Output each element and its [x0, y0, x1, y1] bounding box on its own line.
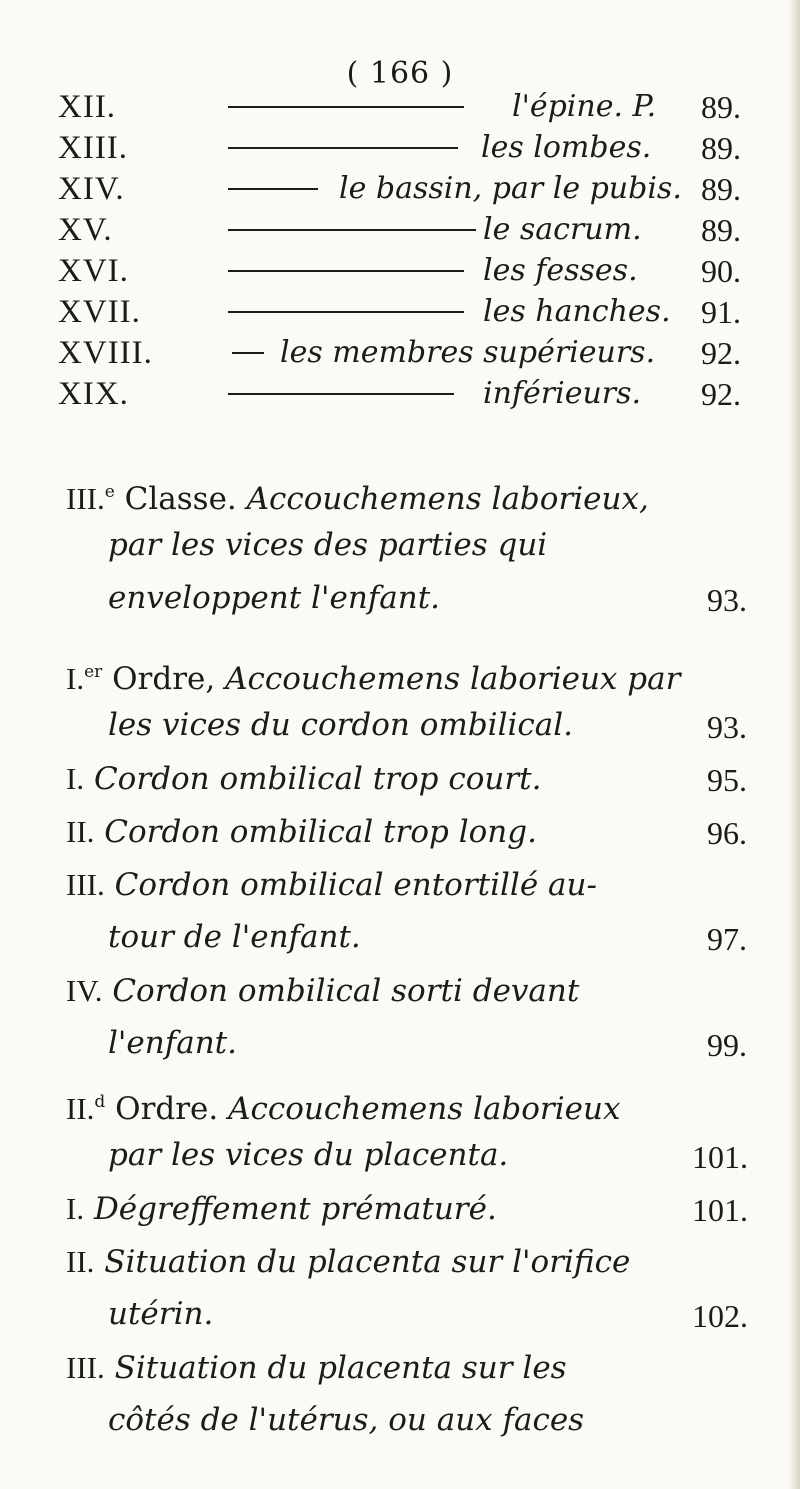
item-number: II.	[66, 1244, 95, 1279]
leader-dash	[228, 229, 476, 231]
item-text: Dégreffement prématuré.	[93, 1191, 497, 1227]
leader-dash	[228, 270, 464, 272]
item-text: Cordon ombilical trop long.	[104, 814, 537, 850]
classe-title-line1: Accouchemens laborieux,	[246, 481, 649, 517]
leader-dash	[228, 393, 454, 395]
page-ref: 97.	[707, 921, 747, 957]
leader-dash	[232, 352, 264, 354]
page-ref: 93.	[707, 582, 747, 618]
page-ref: 89.	[701, 212, 741, 248]
page-ref: 89.	[701, 89, 741, 125]
ordre-word: Ordre.	[115, 1091, 219, 1127]
ordre-number: I.	[66, 661, 85, 696]
row-number: XIX.	[58, 376, 129, 412]
page-ref: 101.	[692, 1192, 748, 1228]
toc-row	[0, 84, 800, 130]
list-item	[66, 1182, 497, 1236]
item-number: III.	[66, 867, 105, 902]
list-item	[66, 858, 597, 912]
page-ref: 89.	[701, 171, 741, 207]
item-text-continued: côtés de l'utérus, ou aux faces	[108, 1402, 585, 1438]
row-label: le sacrum.	[483, 212, 642, 247]
list-item	[66, 805, 537, 859]
list-item	[66, 752, 542, 806]
page-ref: 92.	[701, 376, 741, 412]
row-number: XIV.	[58, 171, 125, 207]
page-ref: 91.	[701, 294, 741, 330]
item-number: II.	[66, 814, 95, 849]
classe-title-line3: enveloppent l'enfant.	[108, 580, 441, 616]
toc-row	[0, 207, 800, 253]
item-text-continued: l'enfant.	[108, 1025, 237, 1061]
item-text: Situation du placenta sur l'orifice	[104, 1244, 631, 1280]
item-text: Situation du placenta sur les	[114, 1350, 567, 1386]
leader-dash	[228, 311, 464, 313]
page-ref: 95.	[707, 762, 747, 798]
list-item	[66, 964, 579, 1018]
classe-title-line2: par les vices des parties qui	[108, 527, 548, 563]
ordre2-heading	[66, 1076, 620, 1136]
ordre-sup: d	[94, 1092, 106, 1112]
item-number: IV.	[66, 973, 103, 1008]
classe-word: Classe.	[124, 481, 237, 517]
ordre-word: Ordre,	[112, 661, 216, 697]
item-text-continued: tour de l'enfant.	[108, 919, 361, 955]
ordre-number: II.	[66, 1091, 95, 1126]
row-label: inférieurs.	[483, 376, 642, 411]
item-text-continued: utérin.	[108, 1296, 214, 1332]
page-ref: 92.	[701, 335, 741, 371]
list-item	[66, 1235, 630, 1289]
classe-heading	[66, 466, 649, 526]
toc-row	[0, 125, 800, 171]
page-ref: 96.	[707, 815, 747, 851]
page-ref: 99.	[707, 1027, 747, 1063]
row-number: XIII.	[58, 130, 129, 166]
toc-row	[0, 289, 800, 335]
leader-dash	[228, 106, 464, 108]
row-number: XV.	[58, 212, 113, 248]
row-number: XII.	[58, 89, 117, 125]
ordre2-title-line2: par les vices du placenta.	[108, 1137, 509, 1173]
list-item	[66, 1341, 567, 1395]
classe-sup: e	[104, 482, 115, 502]
item-number: I.	[66, 1191, 85, 1226]
row-label: les membres supérieurs.	[280, 335, 656, 370]
page-ref: 90.	[701, 253, 741, 289]
row-number: XVIII.	[58, 335, 153, 371]
page-ref: 102.	[692, 1298, 748, 1334]
classe-number: III.	[66, 481, 105, 516]
leader-dash	[228, 188, 318, 190]
item-number: I.	[66, 761, 85, 796]
page-ref: 89.	[701, 130, 741, 166]
ordre1-heading	[66, 646, 680, 706]
item-text: Cordon ombilical trop court.	[93, 761, 542, 797]
toc-row	[0, 166, 800, 212]
ordre-sup: er	[84, 662, 103, 682]
page-ref: 101.	[692, 1139, 748, 1175]
toc-row	[0, 248, 800, 294]
ordre1-title-line2: les vices du cordon ombilical.	[108, 707, 574, 743]
item-number: III.	[66, 1350, 105, 1385]
page-number-header: ( 166 )	[346, 56, 454, 91]
ordre-title-line1: Accouchemens laborieux	[228, 1091, 621, 1127]
row-label: les lombes.	[481, 130, 652, 165]
row-label: le bassin, par le pubis.	[339, 171, 682, 206]
row-label: les fesses.	[483, 253, 638, 288]
item-text: Cordon ombilical sorti devant	[112, 973, 580, 1009]
toc-row	[0, 371, 800, 417]
page-ref: 93.	[707, 709, 747, 745]
row-label: les hanches.	[483, 294, 671, 329]
toc-row	[0, 330, 800, 376]
row-number: XVII.	[58, 294, 141, 330]
row-label: l'épine. P.	[512, 89, 657, 124]
ordre-title-line1: Accouchemens laborieux par	[225, 661, 681, 697]
leader-dash	[228, 147, 458, 149]
item-text: Cordon ombilical entortillé au-	[114, 867, 597, 903]
row-number: XVI.	[58, 253, 129, 289]
